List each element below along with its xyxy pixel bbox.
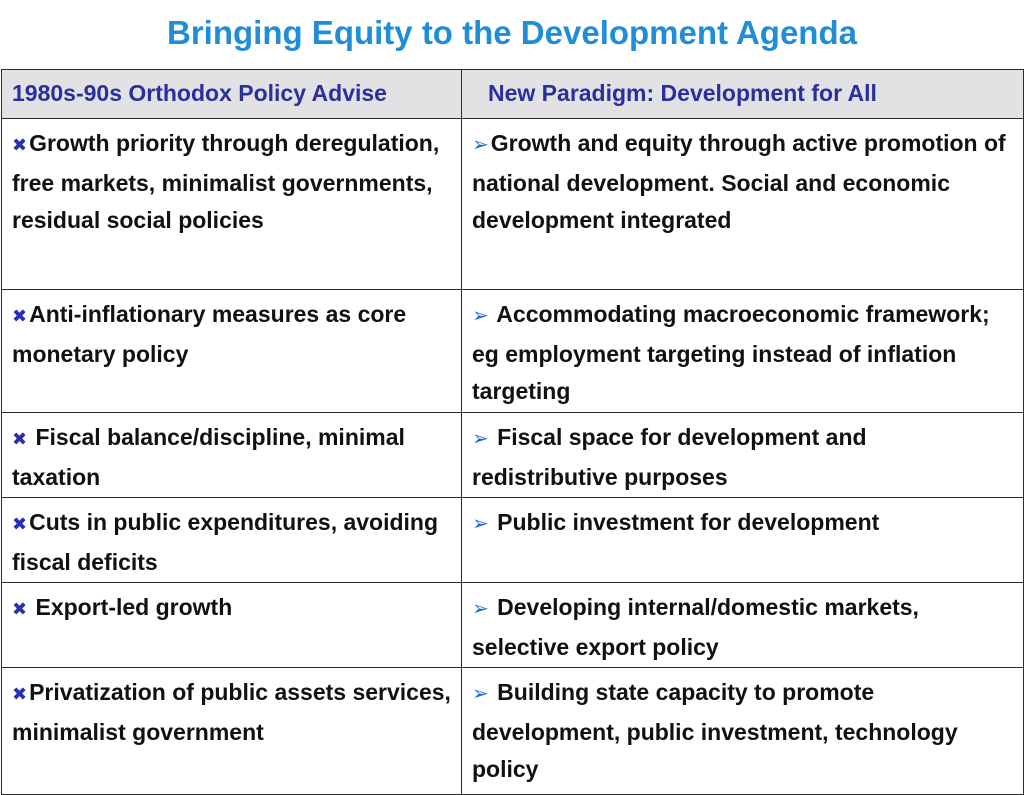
orthodox-text: Privatization of public assets services, minimalist government [12,679,451,745]
table-row [2,498,1024,583]
policy-comparison-table [1,69,1024,795]
paradigm-cell [462,583,1024,668]
paradigm-text: Growth and equity through active promotion of national development. Social and economic development integrated [472,130,1006,233]
x-mark-icon: ✖ [12,306,28,326]
paradigm-cell [462,498,1024,583]
table-row [2,290,1024,413]
orthodox-text: Export-led growth [29,594,233,620]
arrow-right-icon: ➢ [472,598,489,620]
x-mark-icon: ✖ [12,599,28,619]
paradigm-text: Accommodating macroeconomic framework; eg employment targeting instead of inflation targeting [472,301,990,404]
paradigm-cell [462,119,1024,290]
arrow-right-icon: ➢ [472,513,489,535]
paradigm-text: Fiscal space for development and redistributive purposes [472,424,867,490]
paradigm-cell [462,290,1024,413]
paradigm-text: Building state capacity to promote development, public investment, technology policy [472,679,958,782]
table-row [2,583,1024,668]
slide-title: Bringing Equity to the Development Agenda [167,14,857,51]
arrow-right-icon: ➢ [472,305,489,327]
arrow-right-icon: ➢ [472,683,489,705]
orthodox-cell [2,583,462,668]
x-mark-icon: ✖ [12,135,28,155]
x-mark-icon: ✖ [12,684,28,704]
header-orthodox-policy: 1980s-90s Orthodox Policy Advise [2,70,462,119]
table-header-row [2,70,1024,119]
paradigm-text: Public investment for development [490,509,880,535]
x-mark-icon: ✖ [12,429,28,449]
orthodox-cell [2,119,462,290]
orthodox-text: Fiscal balance/discipline, minimal taxation [12,424,405,490]
header-new-paradigm: New Paradigm: Development for All [462,70,1024,119]
paradigm-cell [462,413,1024,498]
orthodox-cell [2,290,462,413]
arrow-right-icon: ➢ [472,428,489,450]
paradigm-text: Developing internal/domestic markets, selective export policy [472,594,919,660]
table-row [2,119,1024,290]
orthodox-text: Growth priority through deregulation, free markets, minimalist governments, residual social policies [12,130,440,233]
orthodox-cell [2,498,462,583]
orthodox-cell [2,413,462,498]
orthodox-text: Anti-inflationary measures as core monetary policy [12,301,407,367]
paradigm-cell [462,668,1024,795]
arrow-right-icon: ➢ [472,134,489,156]
table-row [2,668,1024,795]
orthodox-text: Cuts in public expenditures, avoiding fiscal deficits [12,509,439,575]
x-mark-icon: ✖ [12,514,28,534]
orthodox-cell [2,668,462,795]
table-row [2,413,1024,498]
